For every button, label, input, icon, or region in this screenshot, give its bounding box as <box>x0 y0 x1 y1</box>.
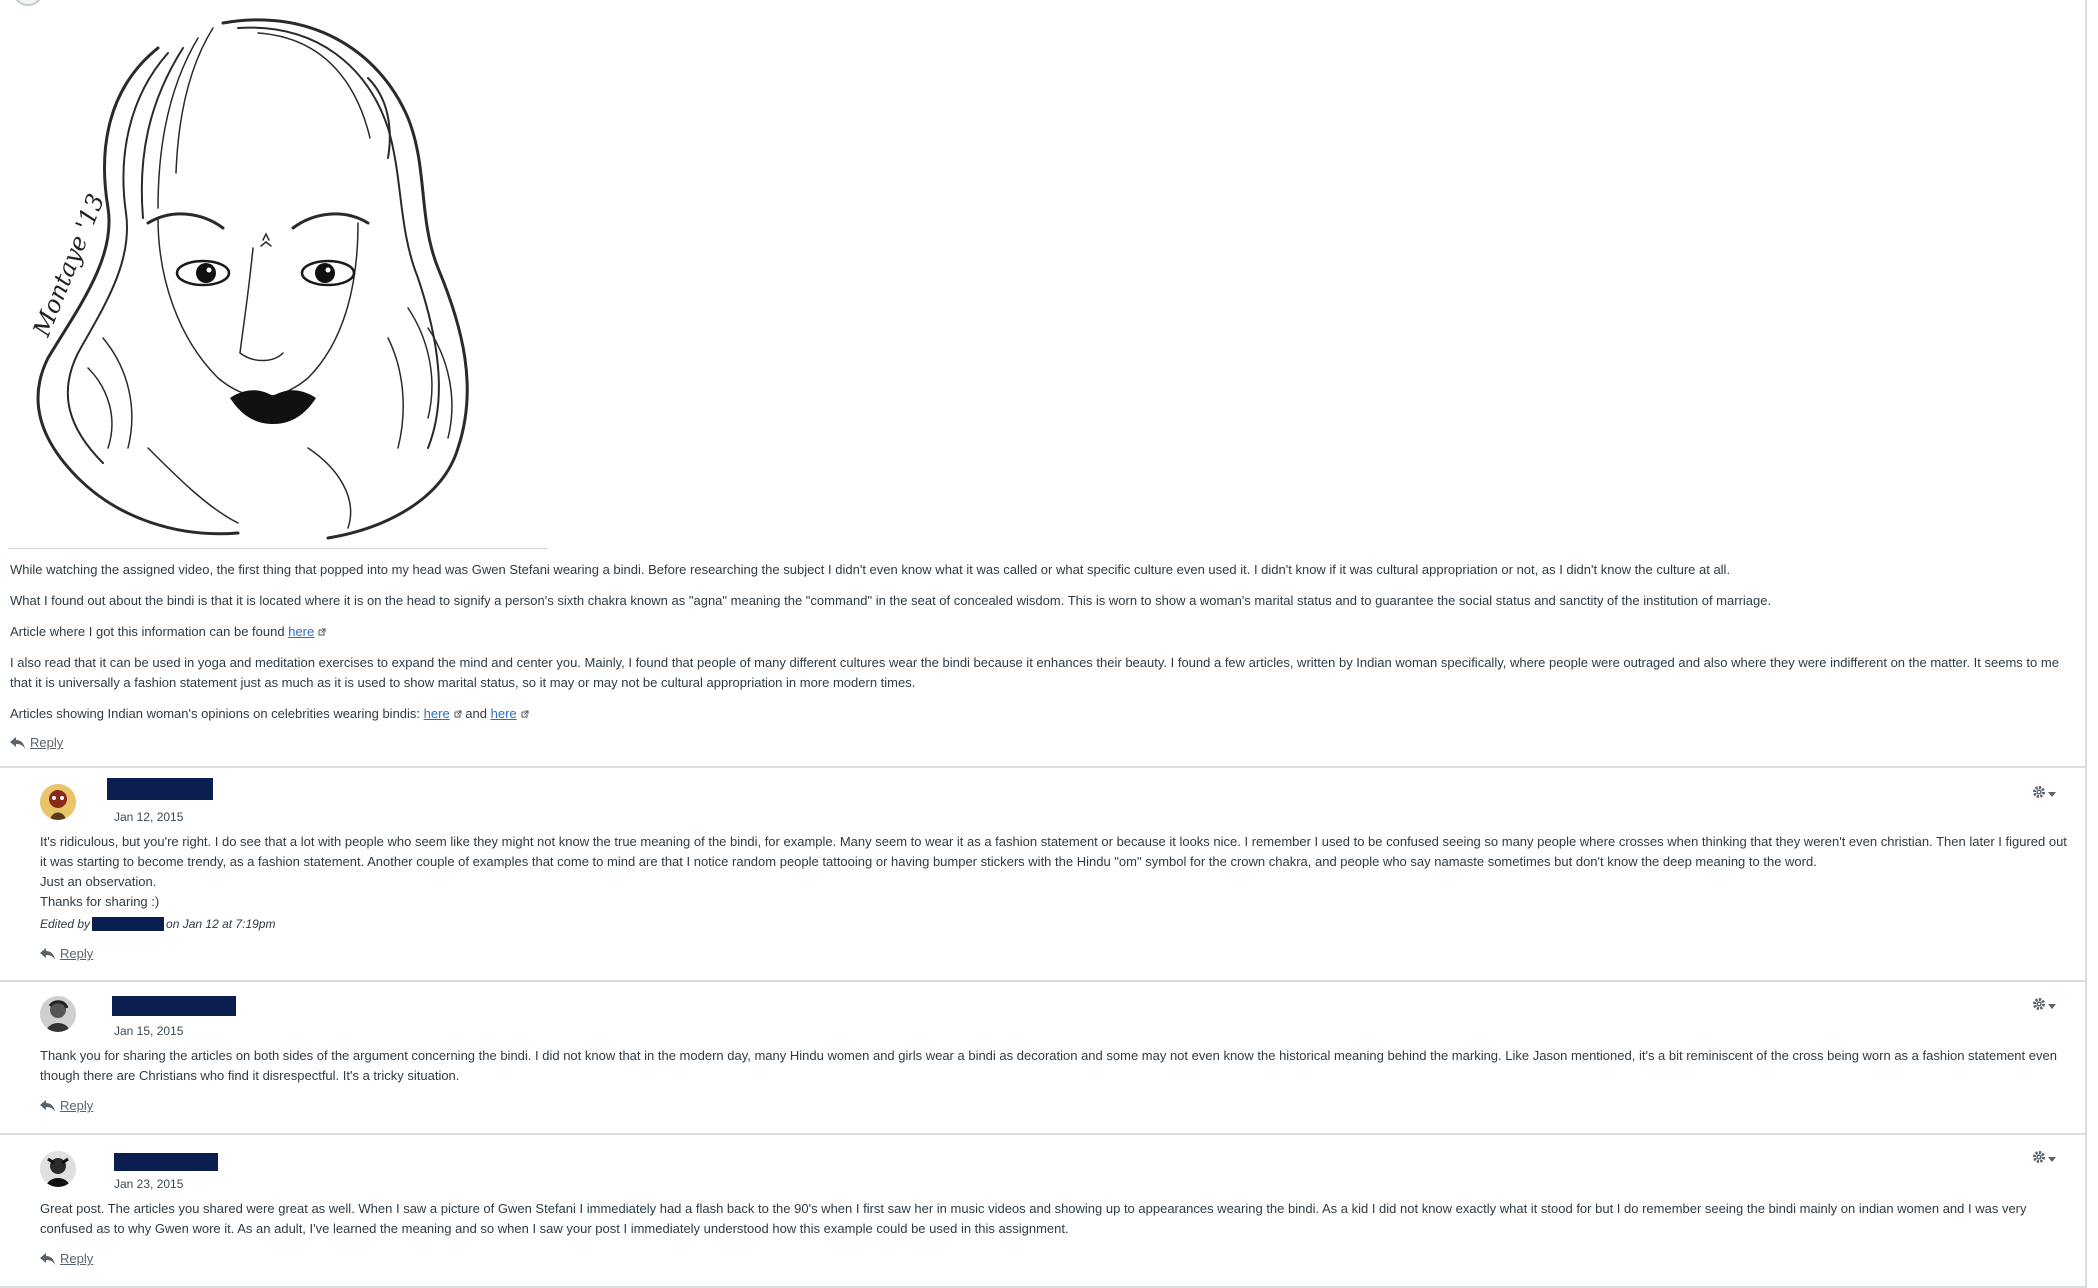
reply-button[interactable] <box>40 1098 93 1113</box>
avatar[interactable] <box>40 784 76 820</box>
settings-menu-button[interactable] <box>2032 784 2062 802</box>
reply-arrow-icon <box>40 1100 56 1112</box>
settings-menu-button[interactable] <box>2032 1149 2062 1167</box>
post-body <box>10 560 2070 752</box>
author-avatar[interactable] <box>14 0 42 6</box>
avatar[interactable] <box>40 996 76 1032</box>
reply-text: Just an observation. <box>40 874 157 889</box>
external-link-icon <box>318 622 326 630</box>
gear-icon <box>2032 1150 2046 1167</box>
post-date: Jan 23, 2015 <box>114 1177 184 1191</box>
reply-label: Reply <box>60 946 94 961</box>
caret-down-icon <box>2048 786 2056 801</box>
edited-note <box>40 914 2070 934</box>
article-link[interactable]: here <box>288 624 315 639</box>
reply-entry <box>0 1135 2085 1285</box>
post-paragraph-5-and: and <box>461 706 491 721</box>
reply-arrow-icon <box>10 737 26 749</box>
gear-icon <box>2032 997 2046 1014</box>
post-paragraph-2: What I found out about the bindi is that it is located where it is on the head to signify a person's sixth chakra known as "agna" meaning the "command" in the seat of concealed wisdom. This is worn to show a woman's marital status and to guarantee the social status and sanctity of the institution of marriage. <box>10 593 1772 608</box>
reply-message <box>40 1199 2070 1239</box>
post-paragraph-1: While watching the assigned video, the first thing that popped into my head was Gwen Stefani wearing a bindi. Before researching the subject I didn't even know what it was called or what specific culture even used it. I didn't know if it was cultural appropriation or not, as I didn't know the culture at all. <box>10 562 1731 577</box>
external-link-icon <box>454 704 462 712</box>
opinion-link-1[interactable]: here <box>423 706 450 721</box>
opinion-link-2[interactable]: here <box>490 706 517 721</box>
reply-arrow-icon <box>40 1253 56 1265</box>
reply-button[interactable] <box>40 946 93 961</box>
reply-arrow-icon <box>40 948 56 960</box>
post-paragraph-3 <box>10 622 2070 642</box>
author-name-redacted[interactable] <box>112 996 236 1016</box>
reply-entry <box>0 982 2085 1132</box>
external-link-icon <box>521 704 529 712</box>
reply-text: Thank you for sharing the articles on both sides of the argument concerning the bindi. I did not know that in the modern day, many Hindu women and girls wear a bindi as decoration and some may not even know the historical meaning behind the marking. Like Jason mentioned, it's a bit reminiscent of the cross being worn as a fashion statement even though there are Christians who find it disrespectful. It's a tricky situation. <box>40 1048 2057 1083</box>
author-name-redacted[interactable] <box>107 778 213 800</box>
settings-menu-button[interactable] <box>2032 996 2062 1014</box>
editor-name-redacted <box>92 917 164 931</box>
avatar[interactable] <box>40 1151 76 1187</box>
reply-message <box>40 1046 2070 1086</box>
page-right-border <box>2085 0 2087 1288</box>
post-paragraph-5 <box>10 704 2070 724</box>
post-date: Jan 15, 2015 <box>114 1024 184 1038</box>
reply-text: It's ridiculous, but you're right. I do see that a lot with people who seem like they might not know the true meaning of the bindi, for example. Many seem to wear it as a fashion statement or because it looks nice. I remember I used to be confused seeing so many people where crosses when thinking that they weren't even christian. Then later I figured out it was starting to become trendy, as a fashion statement. Another couple of examples that come to mind are that I notice random people tattooing or having bumper stickers with the Hindu "om" symbol for the crown chakra, and people who say namaste sometimes but don't know the deep meaning to the word. <box>40 834 2067 869</box>
post-date: Jan 12, 2015 <box>114 810 184 824</box>
caret-down-icon <box>2048 998 2056 1013</box>
edited-suffix: on Jan 12 at 7:19pm <box>166 917 276 931</box>
reply-message <box>40 832 2070 934</box>
reply-label: Reply <box>60 1251 94 1266</box>
reply-entry <box>0 768 2085 980</box>
edited-prefix: Edited by <box>40 917 91 931</box>
post-paragraph-4: I also read that it can be used in yoga and meditation exercises to expand the mind and center you. Mainly, I found that people of many different cultures wear the bindi because it enhances their beauty. I found a few articles, written by Indian woman specifically, where people were outraged and also where they were indifferent on the matter. It seems to me that it is universally a fashion statement just as much as it is used to show marital status, so it may or may not be cultural appropriation in more modern times. <box>10 655 2059 690</box>
gear-icon <box>2032 785 2046 802</box>
caret-down-icon <box>2048 1151 2056 1166</box>
reply-label: Reply <box>30 735 64 750</box>
reply-text: Thanks for sharing :) <box>40 894 160 909</box>
post-paragraph-5-text: Articles showing Indian woman's opinions on celebrities wearing bindis: <box>10 706 424 721</box>
reply-label: Reply <box>60 1098 94 1113</box>
sketch-signature: Montaye '13 <box>27 189 111 341</box>
reply-button[interactable] <box>40 1251 93 1266</box>
post-reply-button[interactable] <box>10 735 63 750</box>
reply-text: Great post. The articles you shared were great as well. When I saw a picture of Gwen Stefani I immediately had a flash back to the 90's when I first saw her in music videos and showing up to appearances wearing the bindi. As a kid I did not know exactly what it stood for but I do remember seeing the bindi mainly on indian women and I was very confused as to why Gwen wore it. As an adult, I've learned the meaning and so when I saw your post I immediately understood how this example could be used in this assignment. <box>40 1201 2027 1236</box>
post-sketch-image <box>8 8 548 549</box>
author-name-redacted[interactable] <box>114 1153 218 1171</box>
post-paragraph-3-text: Article where I got this information can be found <box>10 624 289 639</box>
